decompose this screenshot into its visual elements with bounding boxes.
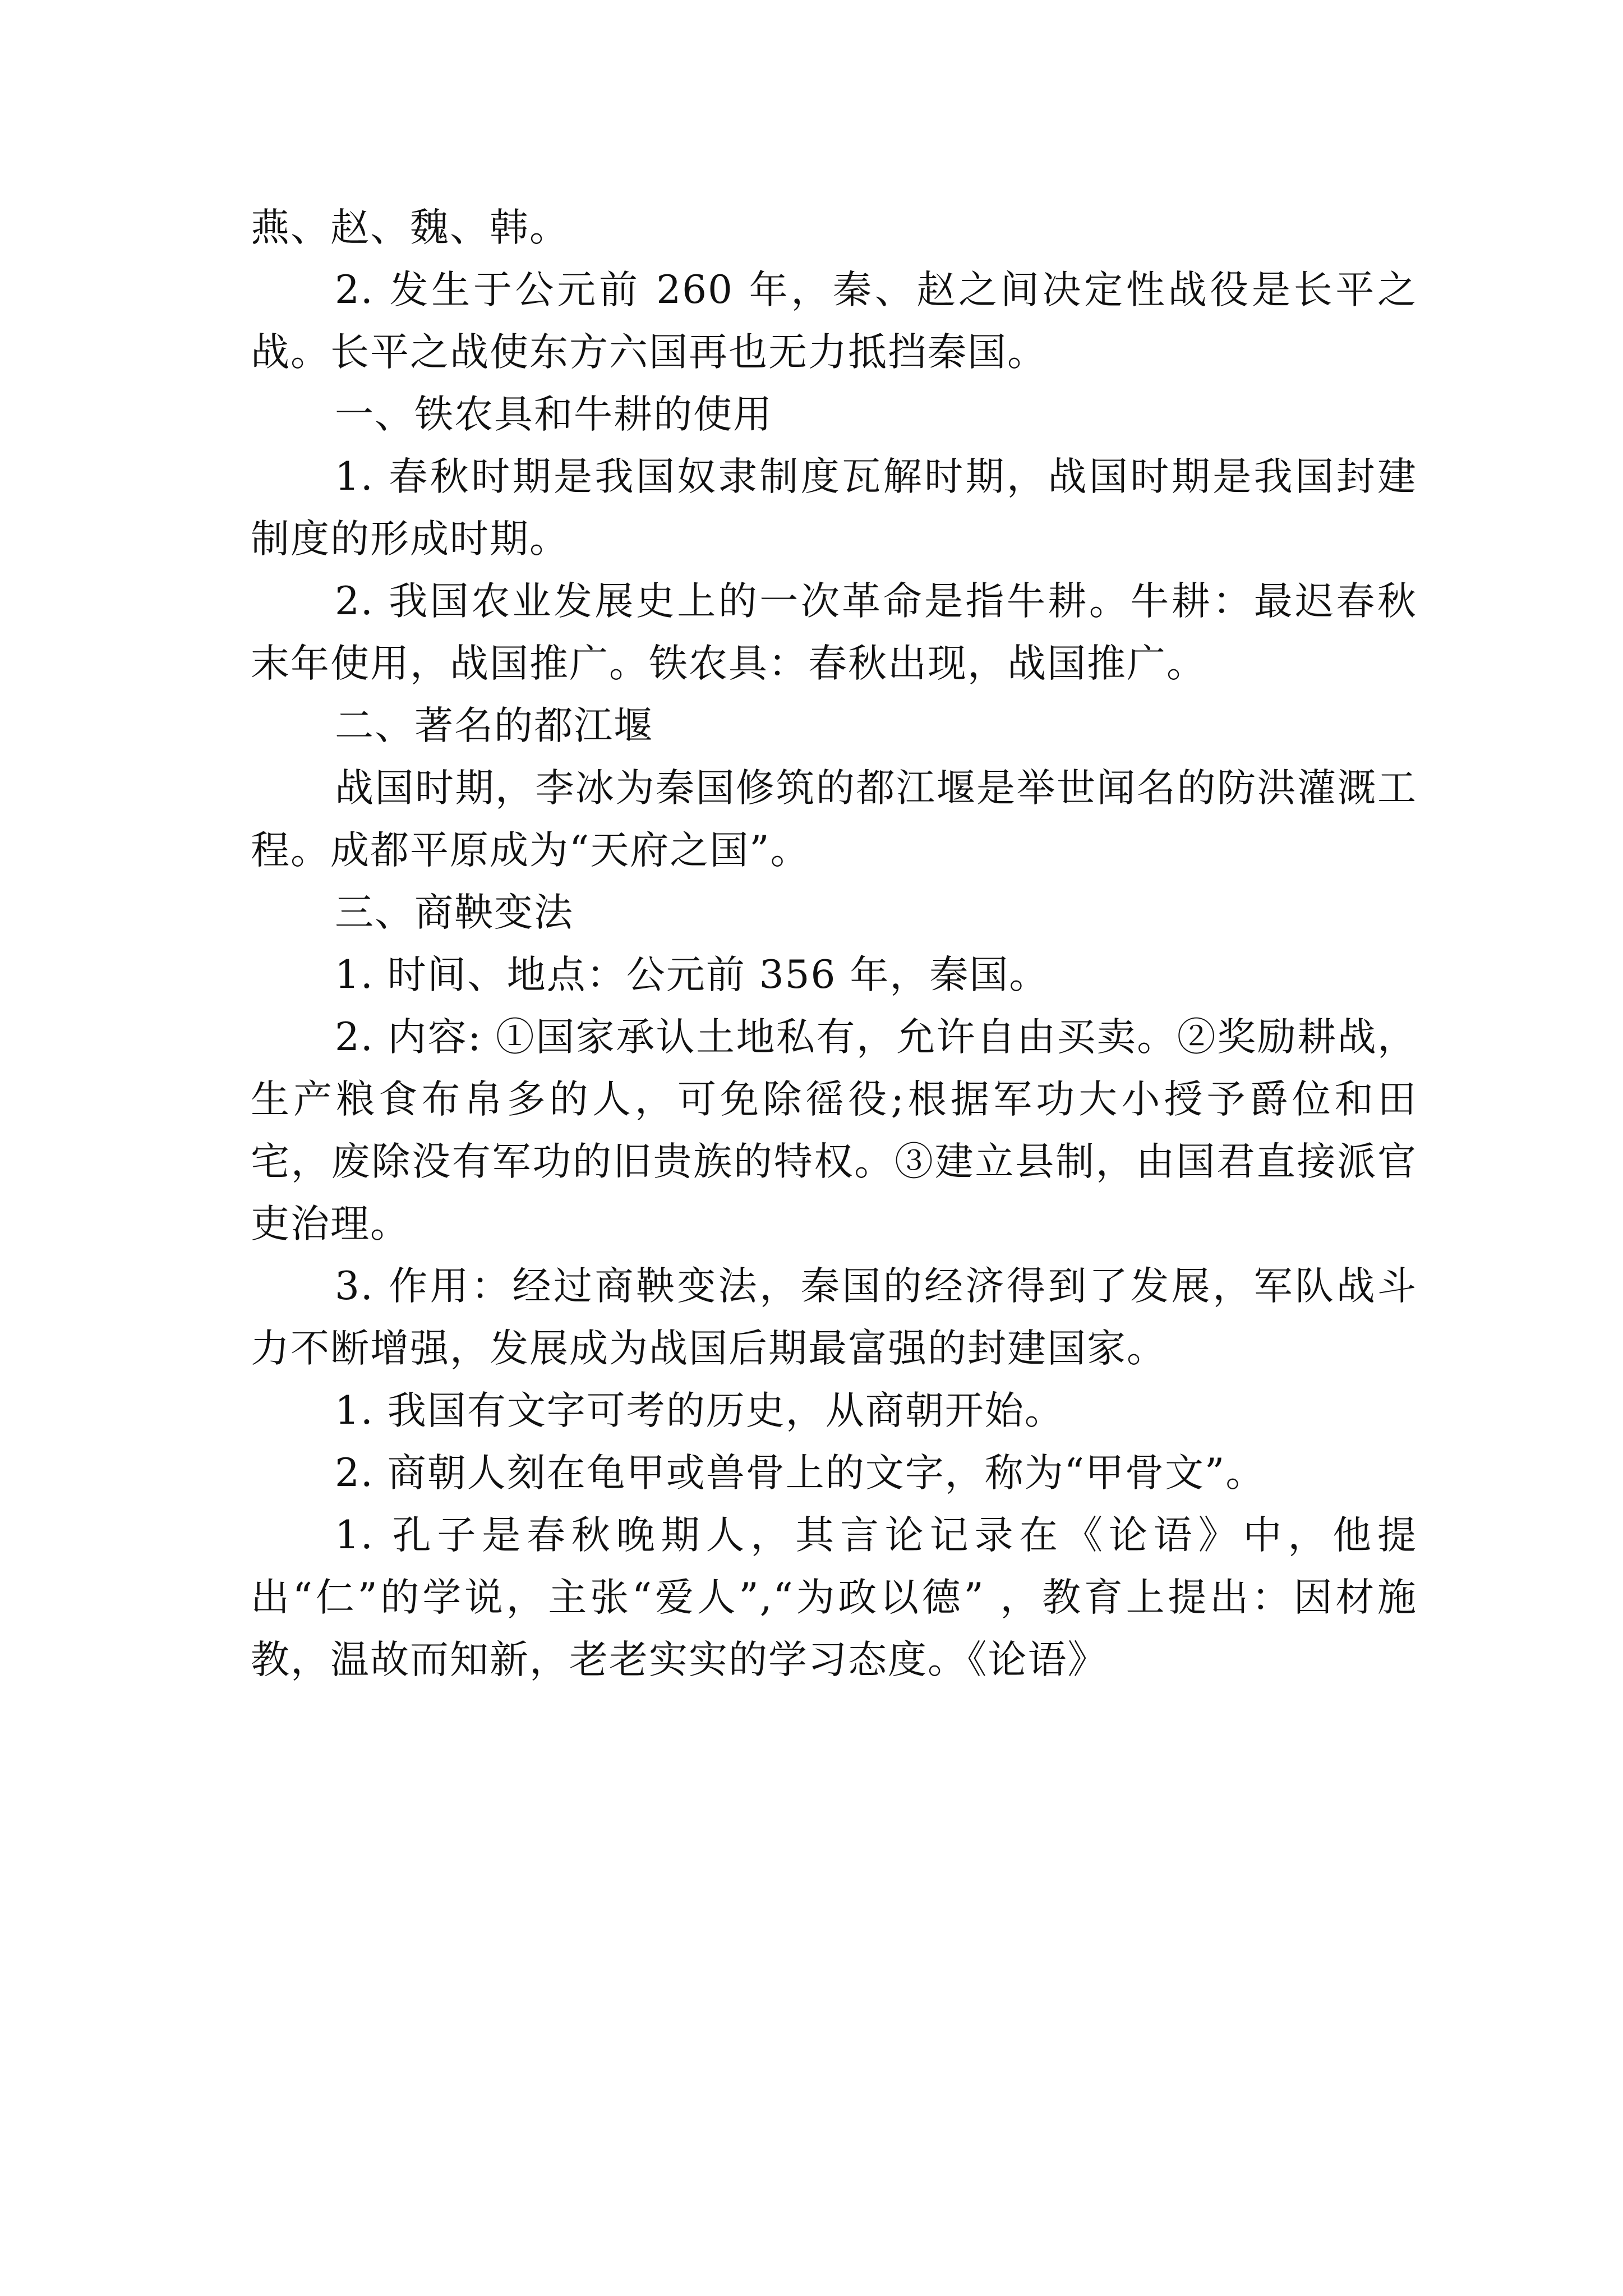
section-heading-iron-tools: 一、铁农具和牛耕的使用 <box>335 392 773 437</box>
paragraph-shang-history: 1. 我国有文字可考的历史，从商朝开始。 <box>335 1388 1064 1433</box>
section-heading-dujiangyan: 二、著名的都江堰 <box>335 703 653 748</box>
paragraph-reform-content: 2. 内容: ①国家承认土地私有，允许自由买卖。②奖励耕战，生产粮食布帛多的人，可免除徭役;根据军功大小授予爵位和田宅，废除没有军功的旧贵族的特权。③建立县制，由国君直接派官吏治理。 <box>251 1015 1417 1246</box>
paragraph-ox-plowing: 2. 我国农业发展史上的一次革命是指牛耕。牛耕：最迟春秋末年使用，战国推广。铁农具：春秋出现，战国推广。 <box>251 579 1417 686</box>
paragraph-reform-time: 1. 时间、地点：公元前 356 年，秦国。 <box>335 953 1049 997</box>
paragraph-oracle-bones: 2. 商朝人刻在龟甲或兽骨上的文字，称为“甲骨文”。 <box>335 1451 1266 1496</box>
paragraph-continuation: 燕、赵、魏、韩。 <box>251 205 569 250</box>
paragraph-reform-effect: 3. 作用：经过商鞅变法，秦国的经济得到了发展，军队战斗力不断增强，发展成为战国后期最富强的封建国家。 <box>251 1264 1417 1371</box>
paragraph-slavery-feudal: 1. 春秋时期是我国奴隶制度瓦解时期，战国时期是我国封建制度的形成时期。 <box>251 454 1417 562</box>
paragraph-confucius: 1. 孔子是春秋晚期人，其言论记录在《论语》中，他提出“仁”的学说，主张“爱人”,“为政以德” ，教育上提出：因材施教，温故而知新，老老实实的学习态度。《论语》 <box>251 1513 1417 1682</box>
paragraph-changping-battle: 2. 发生于公元前 260 年，秦、赵之间决定性战役是长平之战。长平之战使东方六国再也无力抵挡秦国。 <box>251 268 1417 375</box>
document-body <box>251 197 1417 1691</box>
section-heading-shang-yang: 三、商鞅变法 <box>335 890 574 935</box>
paragraph-dujiangyan: 战国时期，李冰为秦国修筑的都江堰是举世闻名的防洪灌溉工程。成都平原成为“天府之国”。 <box>251 766 1417 873</box>
